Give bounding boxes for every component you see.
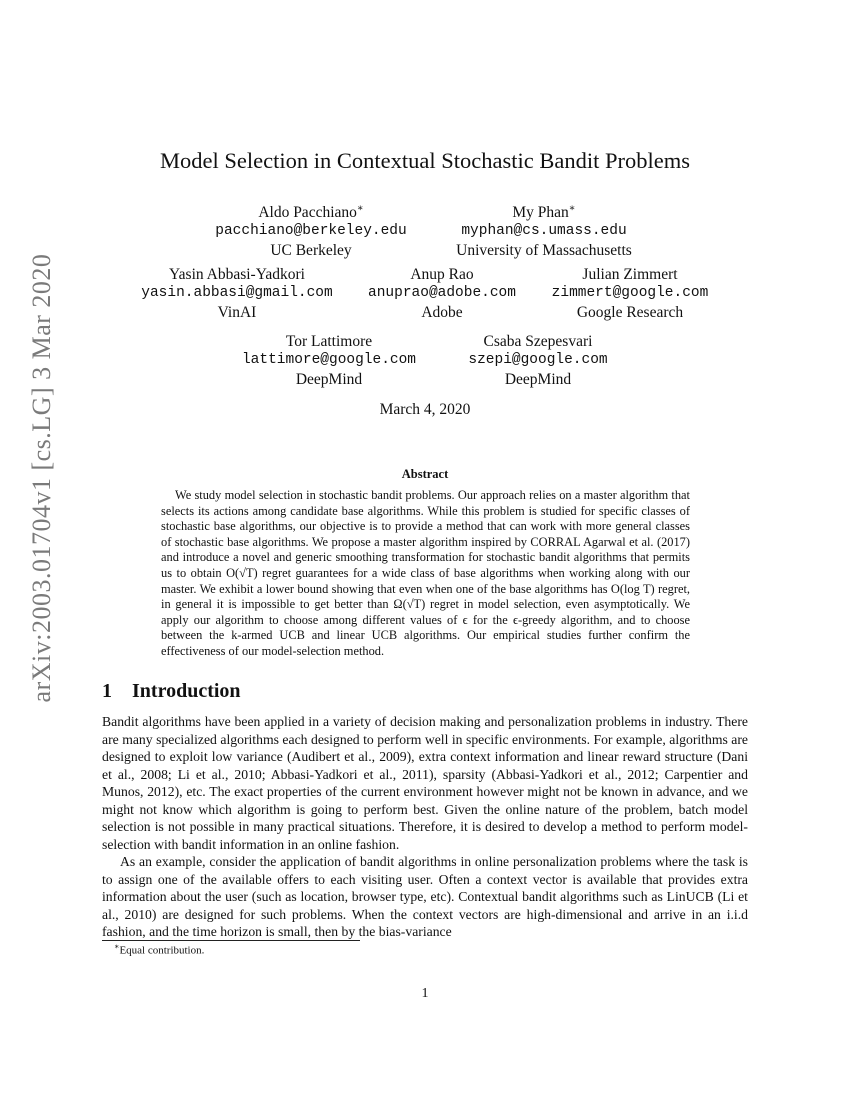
author-name: My Phan (512, 204, 569, 222)
author-block (468, 332, 607, 389)
author-block (215, 199, 406, 260)
author-email[interactable]: pacchiano@berkeley.edu (215, 223, 407, 240)
footnote (114, 942, 204, 957)
footnote-text: Equal contribution. (119, 944, 205, 957)
author-name: Anup Rao (410, 266, 474, 283)
author-block (456, 199, 632, 260)
author-affiliation: University of Massachusetts (456, 242, 632, 260)
author-affiliation: DeepMind (295, 371, 363, 388)
author-block (141, 265, 332, 322)
body-paragraph: Bandit algorithms have been applied in a variety of decision making and personalization problems in industry. There are many specialized algorithms each designed to perform well in specific environments. For example, algorithms are designed to exploit low variance (Audibert et al., 2009), extra context information and linear reward structure (Dani et al., 2008; Li et al., 2010; Abbasi-Yadkori et al., 2011), sparsity (Abbasi-Yadkori et al., 2012; Carpentier and Munos, 2012), etc. The exact properties of the current environment however might not be known in advance, and we might not know which algorithm is going to perform best. Given the online nature of the problem, batch model selection is not possible in many practical situations. Therefore, it is desired to develop a method to perform model-selection with bandit information in an online fashion. (102, 714, 748, 852)
author-block (368, 265, 516, 322)
author-affiliation: DeepMind (504, 371, 572, 388)
page-number: 1 (421, 986, 429, 1001)
author-name: Csaba Szepesvari (483, 333, 593, 350)
author-email[interactable]: zimmert@google.com (551, 285, 709, 301)
author-affiliation: VinAI (217, 304, 257, 321)
section-number: 1 (102, 680, 112, 702)
author-affiliation: Google Research (576, 304, 684, 321)
author-email[interactable]: szepi@google.com (468, 352, 608, 368)
author-name: Aldo Pacchiano (258, 204, 357, 222)
paper-title: Model Selection in Contextual Stochastic Bandit Problems (160, 148, 690, 173)
footnote-mark: ∗ (114, 942, 120, 951)
author-name: Julian Zimmert (582, 266, 678, 283)
author-block (242, 332, 416, 389)
author-email[interactable]: anuprao@adobe.com (368, 285, 516, 301)
section-heading (102, 680, 241, 703)
author-affiliation: UC Berkeley (270, 242, 352, 260)
footnote-rule (102, 940, 360, 941)
author-block (552, 265, 709, 322)
body-paragraph: As an example, consider the application of bandit algorithms in online personalization problems where the task is to assign one of the available offers to each visiting user. Often a context vector is available that provides extra information about the user (such as location, browser type, etc). Contextual bandit algorithms such as LinUCB (Li et al., 2010) are designed for such problems. When the context vectors are high-dimensional and arrive in an i.i.d fashion, and the time horizon is small, then by the bias-variance (102, 854, 748, 939)
author-name: Yasin Abbasi-Yadkori (169, 266, 305, 283)
author-email[interactable]: myphan@cs.umass.edu (461, 223, 627, 240)
equal-contribution-mark: ∗ (568, 203, 576, 214)
abstract-body: We study model selection in stochastic bandit problems. Our approach relies on a master algorithm that selects its actions among candidate base algorithms. While this problem is studied for specific classes of stochastic base algorithms, our objective is to provide a method that can work with more general classes of stochastic base algorithms. We propose a master algorithm inspired by CORRAL Agarwal et al. (2017) and introduce a novel and generic smoothing transformation for stochastic bandit algorithms that permits us to obtain O(√T) regret guarantees for a wide class of base algorithms when working along with our master. We exhibit a lower bound showing that even when one of the base algorithms has O(log T) regret, in general it is impossible to get better than Ω(√T) regret in model selection, even asymptotically. We apply our algorithm to choose among different values of ϵ for the ϵ-greedy algorithm, and to choose between the k-armed UCB and linear UCB algorithms. Our empirical studies further confirm the effectiveness of our model-selection method. (161, 488, 690, 658)
author-email[interactable]: yasin.abbasi@gmail.com (141, 285, 333, 301)
equal-contribution-mark: ∗ (356, 203, 364, 214)
abstract-heading: Abstract (401, 467, 449, 481)
author-name: Tor Lattimore (285, 333, 373, 350)
author-affiliation: Adobe (421, 304, 463, 321)
publication-date: March 4, 2020 (379, 401, 471, 418)
section-title: Introduction (132, 680, 241, 702)
arxiv-identifier-stamp: arXiv:2003.01704v1 [cs.LG] 3 Mar 2020 (27, 253, 56, 703)
author-email[interactable]: lattimore@google.com (241, 352, 417, 368)
